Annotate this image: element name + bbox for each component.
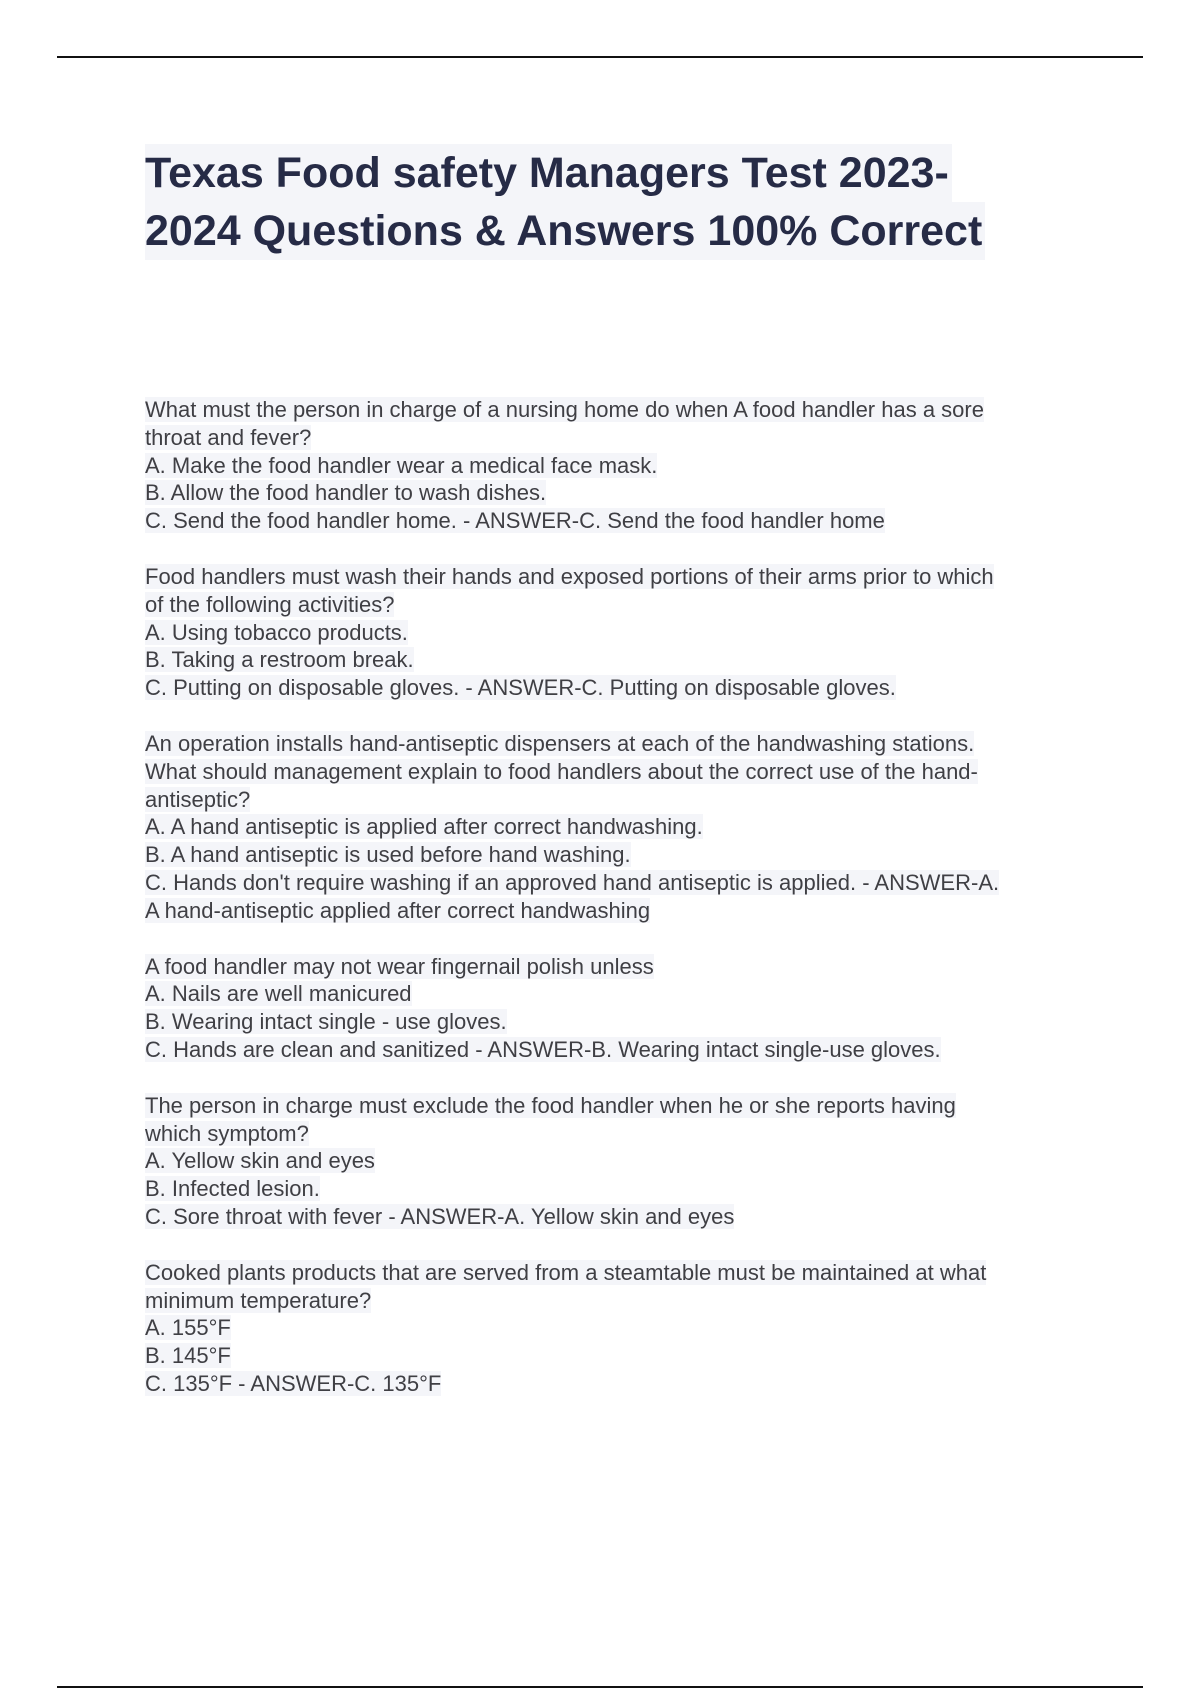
question-text: What should management explain to food handlers about the correct use of the hand- (145, 758, 978, 784)
question-block-5 (145, 1092, 1095, 1231)
question-text: Food handlers must wash their hands and exposed portions of their arms prior to which (145, 563, 994, 589)
question-list (145, 396, 1095, 1426)
question-text: antiseptic? (145, 786, 251, 812)
question-block-6 (145, 1259, 1095, 1398)
option-b: B. Allow the food handler to wash dishes. (145, 480, 547, 506)
option-a: A. Nails are well manicured (145, 981, 412, 1007)
option-a: A. Make the food handler wear a medical face mask. (145, 452, 658, 478)
question-block-1 (145, 396, 1095, 535)
question-text: A food handler may not wear fingernail polish unless (145, 953, 654, 979)
question-text: of the following activities? (145, 591, 395, 617)
option-c-answer: C. 135°F - ANSWER-C. 135°F (145, 1370, 442, 1396)
option-a: A. Using tobacco products. (145, 619, 408, 645)
question-text: minimum temperature? (145, 1287, 372, 1313)
question-text: An operation installs hand-antiseptic dispensers at each of the handwashing stations. (145, 730, 975, 756)
question-block-3 (145, 730, 1095, 925)
option-c-answer: C. Hands are clean and sanitized - ANSWER-B. Wearing intact single-use gloves. (145, 1036, 941, 1062)
title-line-2: 2024 Questions & Answers 100% Correct (145, 202, 1090, 260)
question-block-2 (145, 563, 1095, 702)
option-b: B. A hand antiseptic is used before hand washing. (145, 842, 631, 868)
option-b: B. Taking a restroom break. (145, 647, 414, 673)
answer-continuation: A hand-antiseptic applied after correct handwashing (145, 897, 651, 923)
option-c-answer: C. Sore throat with fever - ANSWER-A. Yellow skin and eyes (145, 1203, 735, 1229)
question-text: The person in charge must exclude the food handler when he or she reports having (145, 1092, 956, 1118)
question-text: which symptom? (145, 1120, 309, 1146)
question-text: What must the person in charge of a nursing home do when A food handler has a sore (145, 397, 984, 422)
option-b: B. 145°F (145, 1343, 231, 1369)
title-line-1: Texas Food safety Managers Test 2023- (145, 144, 1090, 202)
option-c-answer: C. Hands don't require washing if an approved hand antiseptic is applied. - ANSWER-A. (145, 869, 1000, 895)
option-a: A. A hand antiseptic is applied after correct handwashing. (145, 814, 703, 840)
top-rule (57, 56, 1143, 58)
option-c-answer: C. Send the food handler home. - ANSWER-C. Send the food handler home (145, 508, 885, 534)
bottom-rule (57, 1686, 1143, 1688)
question-block-4 (145, 953, 1095, 1064)
option-a: A. 155°F (145, 1315, 231, 1341)
question-text: throat and fever? (145, 424, 312, 450)
option-a: A. Yellow skin and eyes (145, 1148, 375, 1174)
option-c-answer: C. Putting on disposable gloves. - ANSWER-C. Putting on disposable gloves. (145, 675, 896, 701)
option-b: B. Wearing intact single - use gloves. (145, 1009, 507, 1035)
question-text: Cooked plants products that are served from a steamtable must be maintained at what (145, 1259, 987, 1285)
document-title (145, 144, 1090, 260)
option-b: B. Infected lesion. (145, 1176, 320, 1202)
